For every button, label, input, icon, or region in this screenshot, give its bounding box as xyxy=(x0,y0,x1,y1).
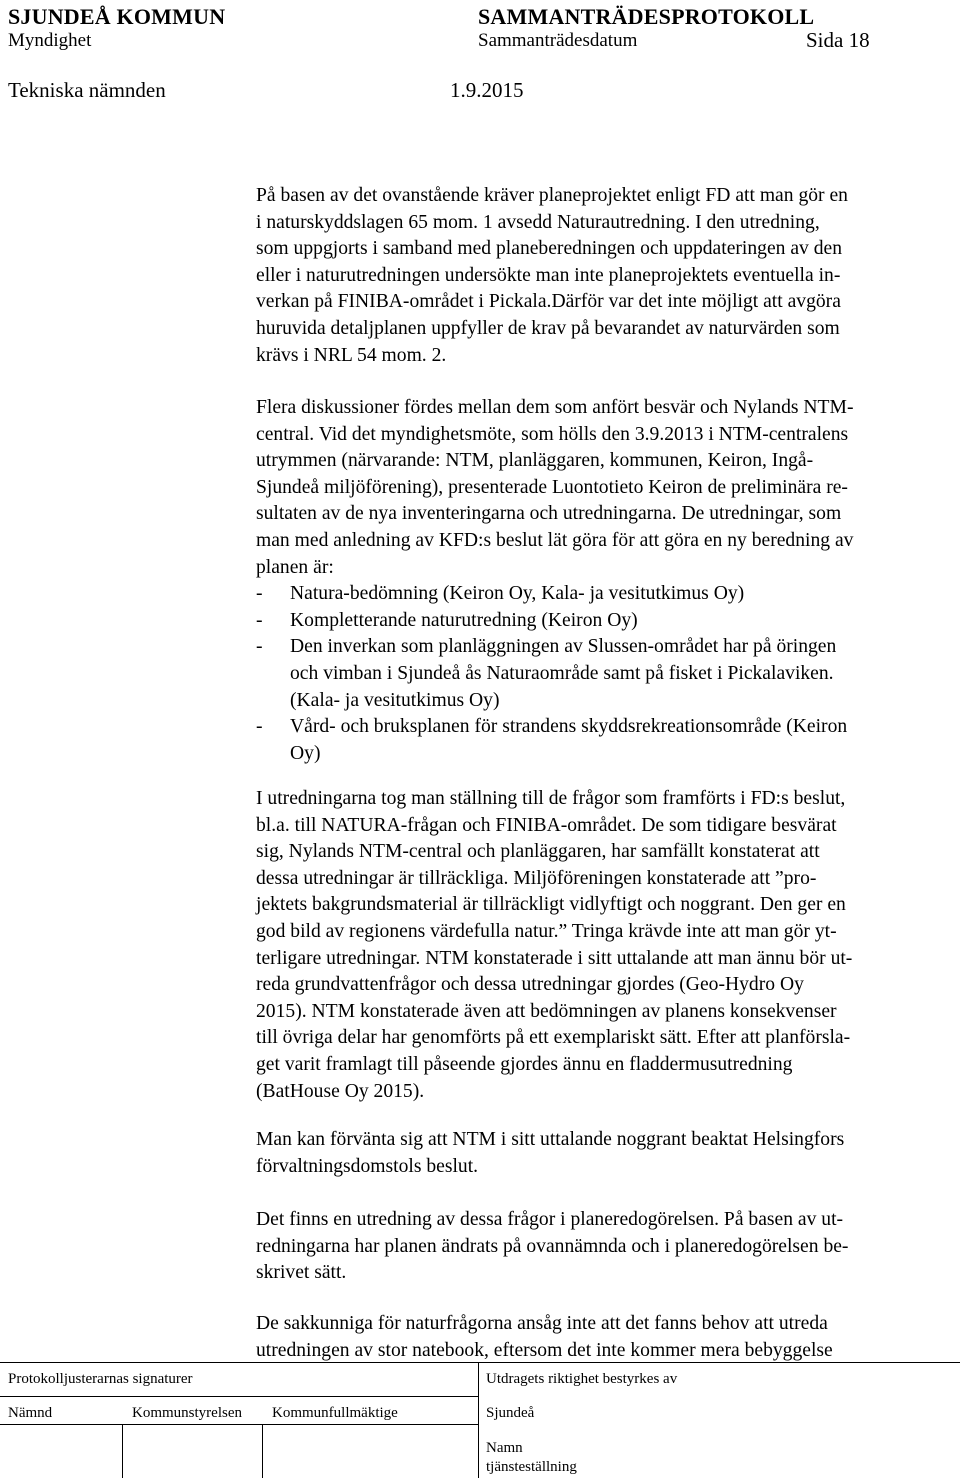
paragraph-planeredogorelse xyxy=(256,1207,942,1287)
text-line: verkan på FINIBA-området i Pickala.Därför var det inte möjligt att avgöra xyxy=(256,291,841,313)
org-name: SJUNDEÅ KOMMUN xyxy=(8,4,226,29)
list-item-line: Vård- och bruksplanen för strandens skyddsrekreationsområde (Keiron xyxy=(290,716,848,738)
list-item xyxy=(256,581,942,608)
paragraph-lines xyxy=(256,1127,942,1180)
text-line: I utredningarna tog man ställning till de frågor som framförts i FD:s beslut, xyxy=(256,788,846,809)
text-line: skrivet sätt. xyxy=(256,1262,347,1284)
text-line: krävs i NRL 54 mom. 2. xyxy=(256,344,447,366)
paragraph-lines xyxy=(256,1207,942,1287)
paragraph-conclusions xyxy=(256,786,942,1105)
date-label: Sammanträdesdatum xyxy=(478,30,638,51)
paragraph-finiba xyxy=(256,183,942,369)
paragraph-experts xyxy=(256,1311,942,1364)
paragraph-expectation xyxy=(256,1127,942,1180)
signature-footer xyxy=(0,1362,960,1478)
text-line: get varit framlagt till påseende gjordes ännu en fladdermusutredning xyxy=(256,1053,793,1075)
paragraph-lines xyxy=(256,786,942,1105)
text-line: Det finns en utredning av dessa frågor i planeredogörelsen. På basen av ut- xyxy=(256,1209,844,1230)
footer-divider xyxy=(122,1424,123,1478)
text-line: sig, Nylands NTM-central och planläggaren, har samfällt konstaterat att xyxy=(256,841,820,863)
text-line: planen är: xyxy=(256,556,334,578)
page-number: Sida 18 xyxy=(806,28,870,52)
text-line: De sakkunniga för naturfrågorna ansåg inte att det fanns behov att utreda xyxy=(256,1313,828,1334)
text-line: central. Vid det myndighetsmöte, som hölls den 3.9.2013 i NTM-centralens xyxy=(256,423,849,445)
text-line: Sjundeå miljöförening), presenterade Luontotieto Keiron de preliminära re- xyxy=(256,476,848,498)
text-line: man med anledning av KFD:s beslut lät göra för att göra en ny beredning av xyxy=(256,529,854,551)
municipal-council-label: Kommunfullmäktige xyxy=(272,1405,398,1421)
footer-rule xyxy=(0,1396,478,1397)
list-dash: - xyxy=(256,636,263,658)
text-line: förvaltningsdomstols beslut. xyxy=(256,1155,479,1177)
text-line: sultaten av de nya inventeringarna och utredningarna. De utredningar, som xyxy=(256,503,842,525)
footer-rule xyxy=(0,1424,478,1425)
list-item-line: Natura-bedömning (Keiron Oy, Kala- ja vesitutkimus Oy) xyxy=(290,583,745,605)
signatures-label: Protokolljusterarnas signaturer xyxy=(8,1371,193,1387)
text-line: På basen av det ovanstående kräver planeprojektet enligt FD att man gör en xyxy=(256,185,848,206)
text-line: dessa utredningar är tillräckliga. Miljöföreningen konstaterade att ”pro- xyxy=(256,867,817,889)
list-item-line: Den inverkan som planläggningen av Slussen-området har på öringen xyxy=(290,636,837,658)
footer-divider xyxy=(262,1424,263,1478)
place-label: Sjundeå xyxy=(486,1405,535,1421)
text-line: redningarna har planen ändrats på ovannämnda och i planeredogörelsen be- xyxy=(256,1235,849,1257)
text-line: huruvida detaljplanen uppfyller de krav på bevarandet av naturvärden som xyxy=(256,317,840,339)
list-item-line: (Kala- ja vesitutkimus Oy) xyxy=(290,689,500,711)
list-dash: - xyxy=(256,716,263,738)
board-label: Nämnd xyxy=(8,1405,53,1421)
investigations-list xyxy=(256,581,942,767)
extract-certified-label: Utdragets riktighet bestyrkes av xyxy=(486,1371,678,1387)
text-line: 2015). NTM konstaterade även att bedömningen av planens konsekvenser xyxy=(256,1000,837,1022)
text-line: till övriga delar har genomförts på ett exemplariskt sätt. Efter att planförsla- xyxy=(256,1027,851,1049)
paragraph-lines xyxy=(256,395,942,581)
list-item-line: Oy) xyxy=(290,742,321,764)
paragraph-lines xyxy=(256,1311,942,1364)
text-line: god bild av regionens värdefulla natur.” Tringa krävde inte att man gör yt- xyxy=(256,920,837,942)
list-item xyxy=(256,634,942,714)
list-dash: - xyxy=(256,583,263,605)
list-item-line: och vimban i Sjundeå ås Naturaområde samt på fisket i Pickalaviken. xyxy=(290,662,834,684)
document-type: SAMMANTRÄDESPROTOKOLL xyxy=(478,4,815,29)
list-item xyxy=(256,608,942,635)
footer-divider xyxy=(478,1362,479,1478)
municipal-board-label: Kommunstyrelsen xyxy=(132,1405,242,1421)
name-label: Namn xyxy=(486,1440,523,1456)
footer-top-rule xyxy=(0,1362,960,1363)
paragraph-lines xyxy=(256,183,942,369)
text-line: utrymmen (närvarande: NTM, planläggaren, kommunen, Keiron, Ingå- xyxy=(256,450,814,472)
text-line: eller i naturutredningen undersökte man inte planeprojektets eventuella in- xyxy=(256,264,841,286)
list-item xyxy=(256,714,942,767)
text-line: i naturskyddslagen 65 mom. 1 avsedd Naturautredning. I den utredning, xyxy=(256,211,820,233)
text-line: som uppgjorts i samband med planeberedningen och uppdateringen av den xyxy=(256,238,843,260)
paragraph-discussions xyxy=(256,395,942,767)
text-line: (BatHouse Oy 2015). xyxy=(256,1080,425,1102)
list-item-line: Kompletterande naturutredning (Keiron Oy) xyxy=(290,609,638,631)
text-line: utredningen av stor natebook, eftersom det inte kommer mera bebyggelse xyxy=(256,1339,833,1361)
text-line: terligare utredningar. NTM konstaterade i sitt uttalande att man ännu bör ut- xyxy=(256,947,853,969)
authority-name: Tekniska nämnden xyxy=(8,78,166,102)
text-line: jektets bakgrundsmaterial är tillräckligt vidlyftigt och noggrant. Den ger en xyxy=(256,894,846,916)
text-line: bl.a. till NATURA-frågan och FINIBA-området. De som tidigare besvärat xyxy=(256,814,837,836)
text-line: Flera diskussioner fördes mellan dem som anfört besvär och Nylands NTM- xyxy=(256,397,854,418)
meeting-date: 1.9.2015 xyxy=(450,78,524,102)
text-line: reda grundvattenfrågor och dessa utredningar gjordes (Geo-Hydro Oy xyxy=(256,974,804,996)
position-label: tjänsteställning xyxy=(486,1459,577,1475)
text-line: Man kan förvänta sig att NTM i sitt uttalande noggrant beaktat Helsingfors xyxy=(256,1129,845,1150)
list-dash: - xyxy=(256,609,263,631)
authority-label: Myndighet xyxy=(8,30,92,51)
